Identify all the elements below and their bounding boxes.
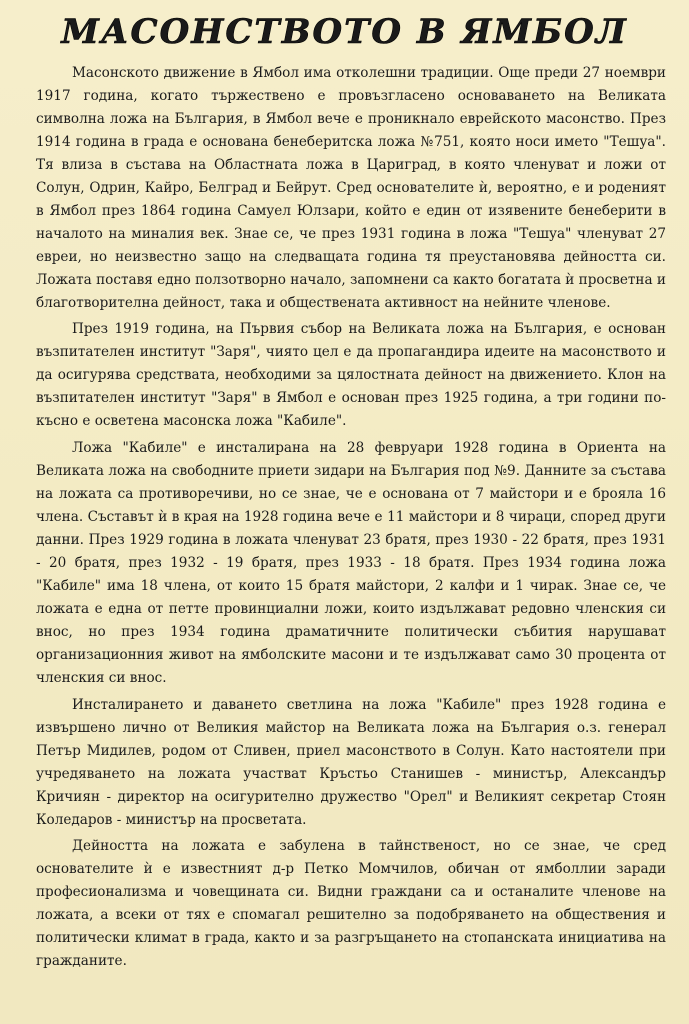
paragraph: Масонското движение в Ямбол има отколешни традиции. Още преди 27 ноември 1917 година, когато тържествено е провъзгласено основаването на Великата символна ложа на България, в Ямбол вече е проникнало еврейското масонство. През 1914 година в града е основана бенеберитска ложа №751, която носи името "Тешуа". Тя влиза в състава на Областната ложа в Цариград, в която членуват и ложи от Солун, Одрин, Кайро, Белград и Бейрут. Сред основателите ѝ, вероятно, е и роденият в Ямбол през 1864 година Самуел Юлзари, който е един от изявените бенеберити в началото на миналия век. Знае се, че през 1931 година в ложа "Тешуа" членуват 27 евреи, но неизвестно защо на следващата година тя преустановява дейността си. Ложата поставя едно ползотворно начало, запомнени са както богатата ѝ просветна и благотворителна дейност, така и обществената активност на нейните членове. xyxy=(36,65,666,311)
paragraph: През 1919 година, на Първия събор на Великата ложа на България, е основан възпитателен институт "Заря", чиято цел е да пропагандира идеите на масонството и да осигурява средствата, необходими за цялостната дейност на движението. Клон на възпитателен институт "Заря" в Ямбол е основан през 1925 година, а три години по-късно е осветена масонска ложа "Кабиле". xyxy=(36,321,666,430)
article-body xyxy=(36,62,666,977)
paragraph: Инсталирането и даването светлина на ложа "Кабиле" през 1928 година е извършено лично от Великия майстор на Великата ложа на България о.з. генерал Петър Мидилев, родом от Сливен, приел масонството в Солун. Като настоятели при учредяването на ложата участват Кръстьо Станишев - министър, Александър Кричиян - директор на осигурително дружество "Орел" и Великият секретар Стоян Коледаров - министър на просветата. xyxy=(36,696,666,828)
paragraph: Дейността на ложата е забулена в тайнственост, но се знае, че сред основателите ѝ е известният д-р Петко Момчилов, обичан от ямболлии заради професионализма и човещината си. Видни граждани са и останалите членове на ложата, а всеки от тях е спомагал решително за подобряването на обществения и политически климат в града, както и за разгръщането на стопанската инициатива на гражданите. xyxy=(36,838,666,970)
page-title: МАСОНСТВОТО В ЯМБОЛ xyxy=(61,12,628,52)
paragraph: Ложа "Кабиле" е инсталирана на 28 февруари 1928 година в Ориента на Великата ложа на свободните приети зидари на България под №9. Данните за състава на ложата са противоречиви, но се знае, че е основана от 7 майстори и е брояла 16 члена. Съставът ѝ в края на 1928 година вече е 11 майстори и 8 чираци, според други данни. През 1929 година в ложата членуват 23 братя, през 1930 - 22 братя, през 1931 - 20 братя, през 1932 - 19 братя, през 1933 - 18 братя. През 1934 година ложа "Кабиле" има 18 члена, от които 15 братя майстори, 2 калфи и 1 чирак. Знае се, че ложата е една от петте провинциални ложи, които издължават редовно членския си внос, но през 1934 година драматичните политически събития нарушават организационния живот на ямболските масони и те издължават само 30 процента от членския си внос. xyxy=(36,440,666,686)
